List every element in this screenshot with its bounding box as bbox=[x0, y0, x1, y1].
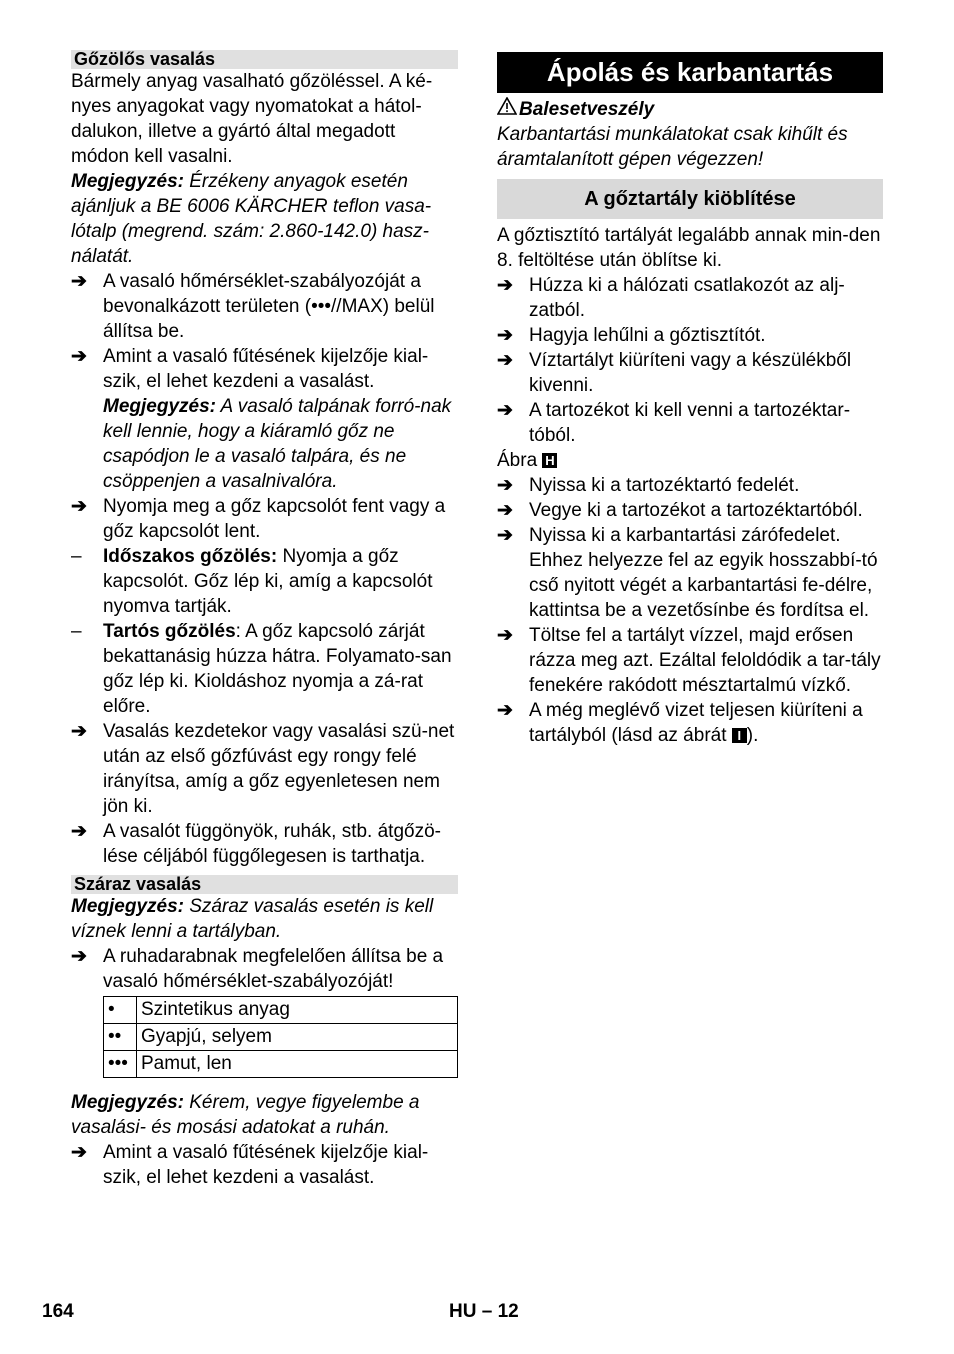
list-item bbox=[71, 269, 458, 344]
table-cell-dots: •• bbox=[104, 1024, 137, 1051]
note-text: Száraz vasalás esetén is kell víznek lenni a tartályban. bbox=[71, 896, 434, 942]
main-heading: Ápolás és karbantartás bbox=[497, 52, 883, 93]
paragraph: A gőztisztító tartályát legalább annak min-den 8. feltöltése után öblítse ki. bbox=[497, 225, 881, 271]
page-code: HU – 12 bbox=[449, 1301, 519, 1322]
arrow-right-icon: ➔ bbox=[71, 496, 87, 517]
list-item bbox=[71, 819, 458, 869]
arrow-right-icon: ➔ bbox=[71, 946, 87, 967]
table-row bbox=[104, 997, 458, 1024]
note-text: Érzékeny anyagok esetén ajánljuk a BE 6006 KÄRCHER teflon vasa-lótalp (megrend. szám: 2.860-142.0) hasz-nálatát. bbox=[71, 171, 432, 267]
list-item-text: Amint a vasaló fűtésének kijelzője kial-szik, el lehet kezdeni a vasalást. bbox=[103, 1142, 429, 1188]
arrow-right-icon: ➔ bbox=[71, 721, 87, 742]
arrow-right-icon: ➔ bbox=[497, 325, 513, 346]
list-item bbox=[497, 398, 883, 448]
list-item-text: Víztartályt kiüríteni vagy a készülékből kivenni. bbox=[529, 350, 852, 396]
figure-ref-badge: I bbox=[732, 728, 747, 743]
arrow-right-icon: ➔ bbox=[71, 271, 87, 292]
list-item-text-end: ). bbox=[746, 725, 759, 746]
note bbox=[71, 1090, 458, 1140]
note bbox=[71, 894, 458, 944]
list-item-text: A még meglévő vizet teljesen kiüríteni a tartályból (lásd az ábrát bbox=[529, 700, 863, 746]
arrow-right-icon: ➔ bbox=[497, 350, 513, 371]
list-item-text: Vasalás kezdetekor vagy vasalási szü-net után az első gőzfúvást egy rongy felé irányítsa, amíg a gőz egyenletesen nem jön ki. bbox=[103, 721, 455, 817]
dash-item-text: : A gőz kapcsoló zárját bekattanásig húzza hátra. Folyamato-san gőz lép ki. Kioldáshoz nyomja a zá-rat előre. bbox=[103, 621, 452, 717]
list-item-text: Nyissa ki a karbantartási zárófedelet. Ehhez helyezze fel az egyik hosszabbí-tó cső nyitott végét a karbantartási fe-délre, kattintsa be a vezetősínbe és fordítsa el. bbox=[529, 525, 878, 621]
arrow-right-icon: ➔ bbox=[497, 700, 513, 721]
arrow-right-icon: ➔ bbox=[497, 275, 513, 296]
warning-heading bbox=[497, 97, 883, 122]
section-title-dry-ironing: Száraz vasalás bbox=[71, 875, 458, 894]
list-item bbox=[71, 344, 458, 394]
dash-item-label: Időszakos gőzölés: bbox=[103, 546, 278, 567]
list-item-text: Húzza ki a hálózati csatlakozót az alj-zatból. bbox=[529, 275, 845, 321]
arrow-right-icon: ➔ bbox=[71, 821, 87, 842]
arrow-right-icon: ➔ bbox=[71, 1142, 87, 1163]
list-item-text: A tartozékot ki kell venni a tartozéktar-tóból. bbox=[529, 400, 851, 446]
warning-label: Balesetveszély bbox=[519, 99, 655, 120]
arrow-right-icon: ➔ bbox=[497, 500, 513, 521]
list-item-text: Töltse fel a tartályt vízzel, majd erősen rázza meg azt. Ezáltal feloldódik a tar-tály fenekére rakódott mésztartalmú vízkő. bbox=[529, 625, 881, 696]
arrow-right-icon: ➔ bbox=[497, 400, 513, 421]
list-item-text: A vasalót függönyök, ruhák, stb. átgőzö-lése céljából függőlegesen is tarthatja. bbox=[103, 821, 441, 867]
figure-ref-badge: H bbox=[542, 453, 557, 468]
table-cell-label: Gyapjú, selyem bbox=[137, 1024, 458, 1051]
note bbox=[71, 394, 458, 494]
list-item bbox=[497, 498, 883, 523]
dash-icon: – bbox=[71, 621, 82, 642]
figure-label: Ábra bbox=[497, 450, 538, 471]
list-item bbox=[497, 623, 883, 698]
table-cell-label: Pamut, len bbox=[137, 1051, 458, 1078]
dash-icon: – bbox=[71, 546, 82, 567]
list-item-text: A vasaló hőmérséklet-szabályozóját a bevonalkázott területen (•••//MAX) belül állítsa be. bbox=[103, 271, 435, 342]
note-label: Megjegyzés: bbox=[71, 896, 184, 917]
list-item bbox=[497, 273, 883, 323]
note-text: A vasaló talpának forró-nak kell lennie, hogy a kiáramló gőz ne csapódjon le a vasaló talpára, és ne csöppenjen a vasalnivalóra. bbox=[103, 396, 452, 492]
warning-text: Karbantartási munkálatokat csak kihűlt és áramtalanított gépen végezzen! bbox=[497, 124, 848, 170]
list-item bbox=[71, 494, 458, 544]
list-item bbox=[497, 348, 883, 398]
paragraph: Bármely anyag vasalható gőzöléssel. A ké-nyes anyagokat vagy nyomatokat a hátol-dalukon, illetve a gyártó által megadott módon kell vasalni. bbox=[71, 71, 433, 167]
list-item bbox=[497, 323, 883, 348]
list-item bbox=[497, 523, 883, 623]
dash-item-label: Tartós gőzölés bbox=[103, 621, 236, 642]
list-item-text: A ruhadarabnak megfelelően állítsa be a vasaló hőmérséklet-szabályozóját! bbox=[103, 946, 444, 992]
dash-item-text: Nyomja a gőz kapcsolót. Gőz lép ki, amíg a kapcsolót nyomva tartják. bbox=[103, 546, 433, 617]
list-item-text: Amint a vasaló fűtésének kijelzője kial-szik, el lehet kezdeni a vasalást. bbox=[103, 346, 429, 392]
list-item-text: Nyomja meg a gőz kapcsolót fent vagy a gőz kapcsolót lent. bbox=[103, 496, 446, 542]
list-item bbox=[497, 473, 883, 498]
list-item bbox=[71, 1140, 458, 1190]
note bbox=[71, 169, 458, 269]
list-item bbox=[71, 944, 458, 994]
right-column bbox=[497, 50, 883, 748]
temperature-table bbox=[103, 996, 458, 1078]
dash-item bbox=[71, 619, 458, 719]
list-item bbox=[497, 698, 883, 748]
arrow-right-icon: ➔ bbox=[497, 625, 513, 646]
note-text: Kérem, vegye figyelembe a vasalási- és mosási adatokat a ruhán. bbox=[71, 1092, 420, 1138]
table-row bbox=[104, 1024, 458, 1051]
arrow-right-icon: ➔ bbox=[71, 346, 87, 367]
warning-triangle-icon bbox=[497, 97, 519, 122]
section-title-steam-ironing: Gőzölős vasalás bbox=[71, 50, 458, 69]
section-title-flushing: A gőztartály kiöblítése bbox=[497, 179, 883, 219]
note-label: Megjegyzés: bbox=[71, 1092, 184, 1113]
dash-item bbox=[71, 544, 458, 619]
table-cell-dots: • bbox=[104, 997, 137, 1024]
table-cell-dots: ••• bbox=[104, 1051, 137, 1078]
list-item-text: Vegye ki a tartozékot a tartozéktartóból. bbox=[529, 500, 863, 521]
page-number: 164 bbox=[42, 1301, 74, 1322]
left-column bbox=[71, 50, 458, 1190]
arrow-right-icon: ➔ bbox=[497, 525, 513, 546]
note-label: Megjegyzés: bbox=[71, 171, 184, 192]
list-item-text: Nyissa ki a tartozéktartó fedelét. bbox=[529, 475, 800, 496]
table-row bbox=[104, 1051, 458, 1078]
note-label: Megjegyzés: bbox=[103, 396, 216, 417]
figure-reference bbox=[497, 448, 883, 473]
list-item bbox=[71, 719, 458, 819]
arrow-right-icon: ➔ bbox=[497, 475, 513, 496]
table-cell-label: Szintetikus anyag bbox=[137, 997, 458, 1024]
list-item-text: Hagyja lehűlni a gőztisztítót. bbox=[529, 325, 766, 346]
